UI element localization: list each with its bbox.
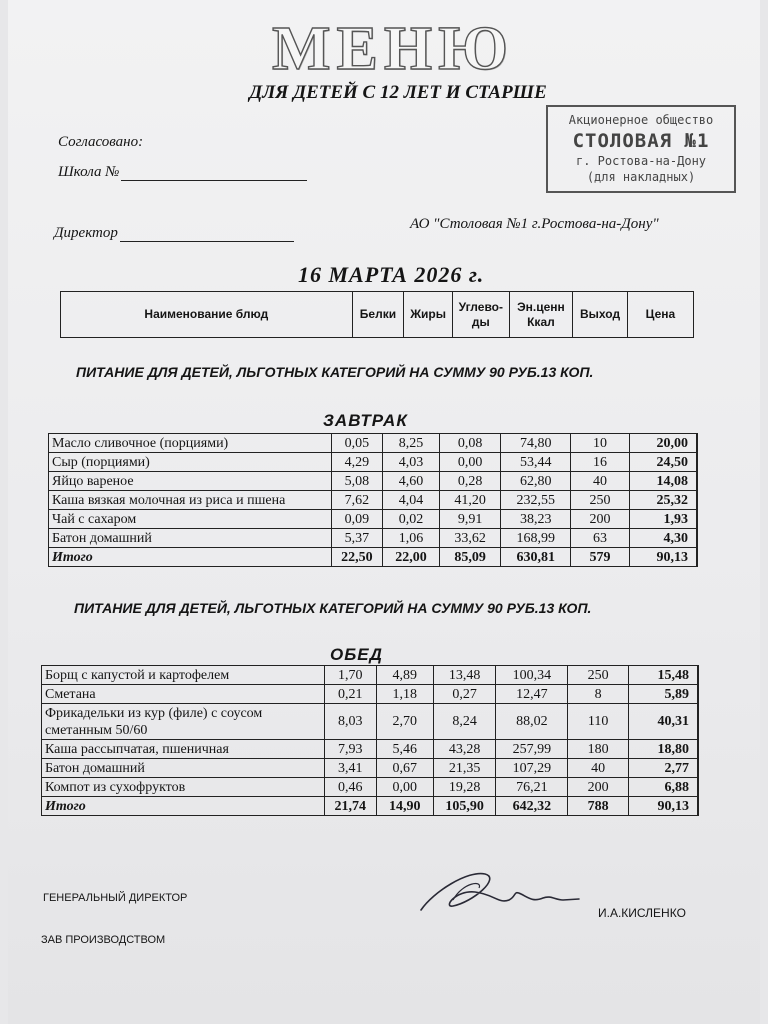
price-cell: 18,80	[629, 740, 698, 759]
menu-sheet	[8, 0, 760, 1024]
dish-name-cell: Яйцо вареное	[49, 472, 332, 491]
dish-name-cell: Батон домашний	[42, 759, 325, 778]
total-row	[42, 797, 699, 816]
menu-title: МЕНЮ	[272, 15, 514, 83]
energy-cell: 100,34	[496, 666, 568, 685]
price-cell: 4,30	[629, 529, 697, 548]
total-row	[49, 548, 698, 567]
table-row	[42, 778, 699, 797]
energy-cell: 74,80	[501, 434, 571, 453]
carbs-cell: 19,28	[433, 778, 496, 797]
carbs-cell: 9,91	[439, 510, 500, 529]
lunch-program: ПИТАНИЕ ДЛЯ ДЕТЕЙ, ЛЬГОТНЫХ КАТЕГОРИЙ НА СУММУ 90 РУБ.13 КОП.	[74, 600, 592, 616]
yield-cell: 40	[568, 759, 629, 778]
dish-name-cell: Итого	[42, 797, 325, 816]
dish-name-cell: Каша вязкая молочная из риса и пшена	[49, 491, 332, 510]
energy-cell: 257,99	[496, 740, 568, 759]
protein-cell: 3,41	[324, 759, 376, 778]
breakfast-program: ПИТАНИЕ ДЛЯ ДЕТЕЙ, ЛЬГОТНЫХ КАТЕГОРИЙ НА СУММУ 90 РУБ.13 КОП.	[76, 364, 594, 380]
protein-cell: 1,70	[324, 666, 376, 685]
price-cell: 15,48	[629, 666, 698, 685]
yield-cell: 180	[568, 740, 629, 759]
school-label: Школа №	[58, 164, 120, 180]
price-cell: 90,13	[629, 548, 697, 567]
school-field	[58, 164, 307, 181]
carbs-cell: 13,48	[433, 666, 496, 685]
price-cell: 20,00	[629, 434, 697, 453]
director-blank	[120, 241, 294, 242]
protein-cell: 7,62	[331, 491, 382, 510]
stamp-line-2: СТОЛОВАЯ №1	[572, 130, 710, 152]
company-name: АО "Столовая №1 г.Ростова-на-Дону"	[410, 216, 659, 232]
fat-cell: 1,18	[376, 685, 433, 704]
price-cell: 40,31	[629, 704, 698, 740]
price-cell: 6,88	[629, 778, 698, 797]
table-row	[49, 510, 698, 529]
carbs-cell: 0,00	[439, 453, 500, 472]
price-cell: 5,89	[629, 685, 698, 704]
energy-cell: 88,02	[496, 704, 568, 740]
breakfast-title: ЗАВТРАК	[323, 411, 408, 430]
fat-cell: 0,02	[383, 510, 440, 529]
general-director-label: ГЕНЕРАЛЬНЫЙ ДИРЕКТОР	[43, 892, 188, 904]
dish-name-cell: Итого	[49, 548, 332, 567]
dish-name-cell: Компот из сухофруктов	[42, 778, 325, 797]
yield-cell: 250	[571, 491, 629, 510]
col-yield: Выход	[573, 292, 628, 338]
breakfast-table	[48, 433, 698, 567]
col-protein: Белки	[352, 292, 404, 338]
signature	[413, 862, 583, 922]
dish-name-cell: Батон домашний	[49, 529, 332, 548]
energy-cell: 62,80	[501, 472, 571, 491]
protein-cell: 0,05	[331, 434, 382, 453]
yield-cell: 8	[568, 685, 629, 704]
dish-name-cell: Масло сливочное (порциями)	[49, 434, 332, 453]
menu-subtitle: ДЛЯ ДЕТЕЙ С 12 ЛЕТ И СТАРШЕ	[249, 82, 547, 103]
lunch-title: ОБЕД	[330, 645, 383, 664]
energy-cell: 53,44	[501, 453, 571, 472]
fat-cell: 4,89	[376, 666, 433, 685]
protein-cell: 7,93	[324, 740, 376, 759]
director-field	[54, 225, 294, 242]
price-cell: 90,13	[629, 797, 698, 816]
yield-cell: 579	[571, 548, 629, 567]
col-price: Цена	[627, 292, 693, 338]
dish-name-cell: Фрикадельки из кур (филе) с соусом сметанным 50/60	[42, 704, 325, 740]
carbs-cell: 41,20	[439, 491, 500, 510]
fat-cell: 22,00	[383, 548, 440, 567]
table-row	[49, 472, 698, 491]
yield-cell: 40	[571, 472, 629, 491]
menu-date: 16 МАРТА 2026 г.	[298, 262, 485, 287]
fat-cell: 5,46	[376, 740, 433, 759]
director-label: Директор	[54, 225, 118, 241]
approved-label: Согласовано:	[58, 134, 144, 150]
yield-cell: 110	[568, 704, 629, 740]
fat-cell: 14,90	[376, 797, 433, 816]
protein-cell: 5,08	[331, 472, 382, 491]
fat-cell: 8,25	[383, 434, 440, 453]
dish-name-cell: Сметана	[42, 685, 325, 704]
production-head-label: ЗАВ ПРОИЗВОДСТВОМ	[41, 934, 166, 946]
price-cell: 14,08	[629, 472, 697, 491]
carbs-cell: 0,08	[439, 434, 500, 453]
table-row	[42, 704, 699, 740]
dish-name-cell: Каша рассыпчатая, пшеничная	[42, 740, 325, 759]
carbs-cell: 8,24	[433, 704, 496, 740]
energy-cell: 642,32	[496, 797, 568, 816]
energy-cell: 38,23	[501, 510, 571, 529]
column-header-table	[60, 291, 694, 338]
price-cell: 25,32	[629, 491, 697, 510]
protein-cell: 8,03	[324, 704, 376, 740]
yield-cell: 63	[571, 529, 629, 548]
fat-cell: 0,00	[376, 778, 433, 797]
stamp-line-1: Акционерное общество	[568, 113, 714, 127]
col-dish: Наименование блюд	[61, 292, 353, 338]
dish-name-cell: Чай с сахаром	[49, 510, 332, 529]
col-energy: Эн.ценн Ккал	[509, 292, 573, 338]
stamp-line-3: г. Ростова-на-Дону	[575, 154, 707, 168]
energy-cell: 232,55	[501, 491, 571, 510]
carbs-cell: 0,28	[439, 472, 500, 491]
col-carbs: Углево-ды	[452, 292, 509, 338]
fat-cell: 4,60	[383, 472, 440, 491]
energy-cell: 168,99	[501, 529, 571, 548]
signer-name: И.А.КИСЛЕНКО	[598, 906, 686, 920]
lunch-table	[41, 665, 699, 816]
carbs-cell: 85,09	[439, 548, 500, 567]
fat-cell: 4,04	[383, 491, 440, 510]
stamp-line-4: (для накладных)	[586, 170, 696, 184]
fat-cell: 4,03	[383, 453, 440, 472]
table-row	[42, 685, 699, 704]
table-row	[49, 453, 698, 472]
company-stamp	[546, 105, 736, 193]
table-row	[49, 529, 698, 548]
yield-cell: 788	[568, 797, 629, 816]
dish-name-cell: Борщ с капустой и картофелем	[42, 666, 325, 685]
carbs-cell: 21,35	[433, 759, 496, 778]
yield-cell: 250	[568, 666, 629, 685]
fat-cell: 1,06	[383, 529, 440, 548]
protein-cell: 4,29	[331, 453, 382, 472]
energy-cell: 107,29	[496, 759, 568, 778]
protein-cell: 0,46	[324, 778, 376, 797]
table-row	[42, 740, 699, 759]
table-row	[42, 666, 699, 685]
carbs-cell: 105,90	[433, 797, 496, 816]
carbs-cell: 0,27	[433, 685, 496, 704]
fat-cell: 2,70	[376, 704, 433, 740]
yield-cell: 16	[571, 453, 629, 472]
protein-cell: 5,37	[331, 529, 382, 548]
price-cell: 2,77	[629, 759, 698, 778]
col-fat: Жиры	[404, 292, 453, 338]
yield-cell: 200	[568, 778, 629, 797]
protein-cell: 0,09	[331, 510, 382, 529]
table-row	[49, 434, 698, 453]
protein-cell: 22,50	[331, 548, 382, 567]
protein-cell: 0,21	[324, 685, 376, 704]
protein-cell: 21,74	[324, 797, 376, 816]
energy-cell: 630,81	[501, 548, 571, 567]
price-cell: 1,93	[629, 510, 697, 529]
yield-cell: 200	[571, 510, 629, 529]
school-blank	[121, 180, 307, 181]
price-cell: 24,50	[629, 453, 697, 472]
carbs-cell: 33,62	[439, 529, 500, 548]
fat-cell: 0,67	[376, 759, 433, 778]
energy-cell: 76,21	[496, 778, 568, 797]
energy-cell: 12,47	[496, 685, 568, 704]
table-row	[42, 759, 699, 778]
carbs-cell: 43,28	[433, 740, 496, 759]
yield-cell: 10	[571, 434, 629, 453]
dish-name-cell: Сыр (порциями)	[49, 453, 332, 472]
table-row	[49, 491, 698, 510]
